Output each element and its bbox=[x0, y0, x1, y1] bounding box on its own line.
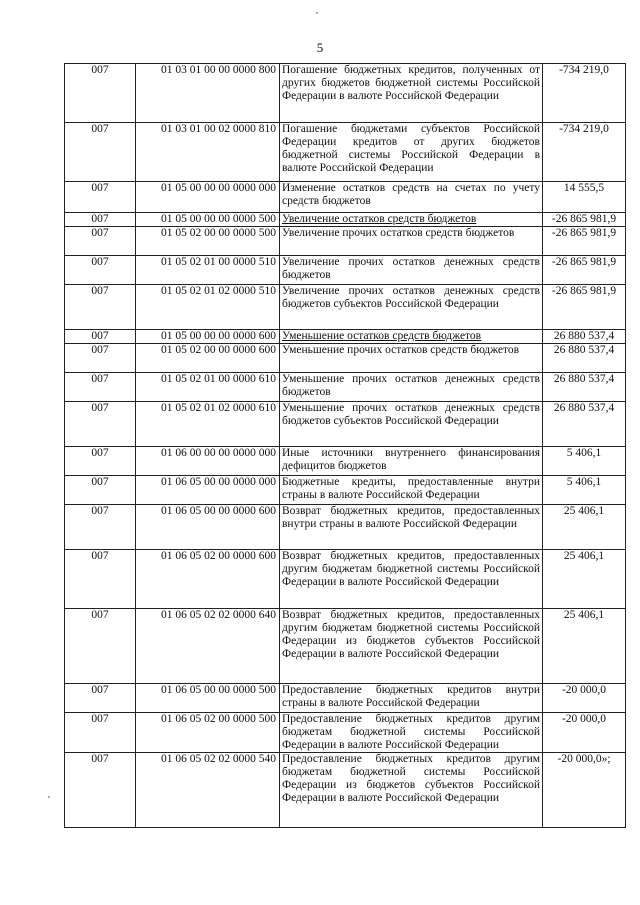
description-text: Увеличение прочих остатков средств бюджетов bbox=[282, 227, 515, 239]
admin-code-text: 007 bbox=[91, 402, 109, 414]
table-row bbox=[65, 285, 626, 330]
amount-text: 14 555,5 bbox=[563, 182, 605, 194]
description-cell bbox=[280, 713, 543, 753]
scan-speck bbox=[48, 796, 50, 798]
admin-code-text: 007 bbox=[91, 476, 109, 488]
table-row bbox=[65, 256, 626, 285]
description-text: Возврат бюджетных кредитов, предоставленных другим бюджетам бюджетной системы Российской Федерации в валюте Российской Федерации bbox=[282, 550, 540, 588]
description-cell bbox=[280, 213, 543, 227]
admin-code-cell bbox=[65, 753, 136, 828]
description-text: Изменение остатков средств на счетах по учету средств бюджетов bbox=[282, 182, 540, 207]
admin-code-cell bbox=[65, 64, 136, 123]
table-row bbox=[65, 476, 626, 505]
table-row bbox=[65, 64, 626, 123]
amount-cell bbox=[543, 182, 626, 213]
admin-code-text: 007 bbox=[91, 753, 109, 765]
table-row bbox=[65, 182, 626, 213]
classification-code-cell bbox=[136, 227, 280, 256]
classification-code-text: 01 06 05 00 00 0000 000 bbox=[161, 476, 276, 488]
classification-code-text: 01 06 05 02 00 0000 500 bbox=[161, 713, 276, 725]
admin-code-text: 007 bbox=[91, 64, 109, 76]
admin-code-cell bbox=[65, 609, 136, 684]
classification-code-cell bbox=[136, 447, 280, 476]
description-cell bbox=[280, 373, 543, 402]
amount-cell bbox=[543, 609, 626, 684]
admin-code-cell bbox=[65, 256, 136, 285]
classification-code-text: 01 06 05 02 02 0000 540 bbox=[161, 753, 276, 765]
classification-code-cell bbox=[136, 713, 280, 753]
description-cell bbox=[280, 476, 543, 505]
table-row bbox=[65, 447, 626, 476]
description-cell bbox=[280, 447, 543, 476]
amount-text: -26 865 981,9 bbox=[551, 213, 617, 225]
description-text: Уменьшение прочих остатков денежных средств бюджетов субъектов Российской Федерации bbox=[282, 402, 540, 427]
description-text: Уменьшение прочих остатков средств бюджетов bbox=[282, 344, 520, 356]
amount-text: 25 406,1 bbox=[563, 609, 605, 621]
classification-code-cell bbox=[136, 684, 280, 713]
amount-text: -734 219,0 bbox=[559, 64, 609, 76]
amount-text: 5 406,1 bbox=[566, 476, 602, 488]
amount-cell bbox=[543, 713, 626, 753]
classification-code-cell bbox=[136, 550, 280, 609]
description-cell bbox=[280, 344, 543, 373]
classification-code-cell bbox=[136, 505, 280, 550]
table-row bbox=[65, 713, 626, 753]
admin-code-cell bbox=[65, 330, 136, 344]
description-cell bbox=[280, 227, 543, 256]
amount-cell bbox=[543, 256, 626, 285]
admin-code-cell bbox=[65, 285, 136, 330]
classification-code-text: 01 06 05 00 00 0000 500 bbox=[161, 684, 276, 696]
admin-code-text: 007 bbox=[91, 550, 109, 562]
description-text: Предоставление бюджетных кредитов внутри страны в валюте Российской Федерации bbox=[282, 684, 540, 709]
amount-cell bbox=[543, 285, 626, 330]
table-row bbox=[65, 373, 626, 402]
description-cell bbox=[280, 330, 543, 344]
page-number: 5 bbox=[316, 40, 324, 55]
amount-cell bbox=[543, 344, 626, 373]
amount-cell bbox=[543, 447, 626, 476]
amount-text: -26 865 981,9 bbox=[551, 256, 617, 268]
classification-code-text: 01 06 00 00 00 0000 000 bbox=[161, 447, 276, 459]
admin-code-text: 007 bbox=[91, 447, 109, 459]
classification-code-text: 01 05 00 00 00 0000 500 bbox=[161, 213, 276, 225]
admin-code-cell bbox=[65, 373, 136, 402]
amount-text: 25 406,1 bbox=[563, 505, 605, 517]
description-text: Увеличение остатков средств бюджетов bbox=[282, 213, 477, 225]
table-body bbox=[65, 64, 626, 828]
classification-code-cell bbox=[136, 285, 280, 330]
admin-code-text: 007 bbox=[91, 713, 109, 725]
description-cell bbox=[280, 123, 543, 182]
amount-cell bbox=[543, 476, 626, 505]
amount-text: -734 219,0 bbox=[559, 123, 609, 135]
description-cell bbox=[280, 609, 543, 684]
classification-code-text: 01 03 01 00 02 0000 810 bbox=[161, 123, 276, 135]
admin-code-text: 007 bbox=[91, 182, 109, 194]
description-text: Погашение бюджетных кредитов, полученных от других бюджетов бюджетной системы Российской Федерации в валюте Российской Федерации bbox=[282, 64, 540, 102]
classification-code-cell bbox=[136, 344, 280, 373]
classification-code-cell bbox=[136, 213, 280, 227]
classification-code-text: 01 05 02 01 02 0000 610 bbox=[161, 402, 276, 414]
amount-cell bbox=[543, 753, 626, 828]
admin-code-text: 007 bbox=[91, 609, 109, 621]
classification-code-text: 01 03 01 00 00 0000 800 bbox=[161, 64, 276, 76]
amount-cell bbox=[543, 402, 626, 447]
classification-code-cell bbox=[136, 373, 280, 402]
amount-text: -20 000,0 bbox=[561, 684, 607, 696]
amount-text: -20 000,0 bbox=[561, 713, 607, 725]
admin-code-text: 007 bbox=[91, 684, 109, 696]
amount-cell bbox=[543, 227, 626, 256]
description-text: Уменьшение прочих остатков денежных средств бюджетов bbox=[282, 373, 540, 398]
classification-code-cell bbox=[136, 753, 280, 828]
classification-code-text: 01 05 02 01 00 0000 610 bbox=[161, 373, 276, 385]
table-row bbox=[65, 684, 626, 713]
classification-code-cell bbox=[136, 64, 280, 123]
admin-code-text: 007 bbox=[91, 123, 109, 135]
classification-code-text: 01 05 02 01 02 0000 510 bbox=[161, 285, 276, 297]
description-cell bbox=[280, 256, 543, 285]
classification-code-cell bbox=[136, 123, 280, 182]
classification-code-cell bbox=[136, 182, 280, 213]
table-row bbox=[65, 344, 626, 373]
admin-code-cell bbox=[65, 344, 136, 373]
admin-code-text: 007 bbox=[91, 373, 109, 385]
amount-cell bbox=[543, 550, 626, 609]
description-text: Бюджетные кредиты, предоставленные внутри страны в валюте Российской Федерации bbox=[282, 476, 540, 501]
amount-text: -20 000,0»; bbox=[557, 753, 611, 765]
description-cell bbox=[280, 285, 543, 330]
amount-cell bbox=[543, 505, 626, 550]
classification-code-text: 01 05 02 01 00 0000 510 bbox=[161, 256, 276, 268]
description-text: Увеличение прочих остатков денежных средств бюджетов bbox=[282, 256, 540, 281]
description-cell bbox=[280, 550, 543, 609]
description-text: Возврат бюджетных кредитов, предоставленных другим бюджетам бюджетной системы Российской Федерации из бюджетов субъектов Российской Федерации в валюте Российской Федерации bbox=[282, 609, 540, 660]
description-cell bbox=[280, 684, 543, 713]
amount-text: -26 865 981,9 bbox=[551, 227, 617, 239]
admin-code-text: 007 bbox=[91, 227, 109, 239]
amount-cell bbox=[543, 123, 626, 182]
admin-code-text: 007 bbox=[91, 330, 109, 342]
amount-text: -26 865 981,9 bbox=[551, 285, 617, 297]
table-row bbox=[65, 609, 626, 684]
amount-text: 26 880 537,4 bbox=[553, 402, 615, 414]
scan-speck bbox=[316, 12, 318, 14]
admin-code-text: 007 bbox=[91, 344, 109, 356]
admin-code-text: 007 bbox=[91, 285, 109, 297]
description-text: Иные источники внутреннего финансирования дефицитов бюджетов bbox=[282, 447, 540, 472]
description-text: Увеличение прочих остатков денежных средств бюджетов субъектов Российской Федерации bbox=[282, 285, 540, 310]
amount-text: 26 880 537,4 bbox=[553, 344, 615, 356]
classification-code-cell bbox=[136, 609, 280, 684]
admin-code-text: 007 bbox=[91, 213, 109, 225]
amount-text: 26 880 537,4 bbox=[553, 373, 615, 385]
classification-code-text: 01 05 00 00 00 0000 000 bbox=[161, 182, 276, 194]
classification-code-cell bbox=[136, 330, 280, 344]
amount-text: 25 406,1 bbox=[563, 550, 605, 562]
admin-code-cell bbox=[65, 505, 136, 550]
classification-code-text: 01 06 05 02 00 0000 600 bbox=[161, 550, 276, 562]
table-row bbox=[65, 550, 626, 609]
admin-code-cell bbox=[65, 227, 136, 256]
budget-sources-table bbox=[64, 63, 626, 828]
classification-code-text: 01 05 02 00 00 0000 500 bbox=[161, 227, 276, 239]
classification-code-cell bbox=[136, 402, 280, 447]
classification-code-cell bbox=[136, 476, 280, 505]
description-cell bbox=[280, 505, 543, 550]
table-row bbox=[65, 330, 626, 344]
description-cell bbox=[280, 753, 543, 828]
admin-code-cell bbox=[65, 182, 136, 213]
admin-code-cell bbox=[65, 447, 136, 476]
admin-code-cell bbox=[65, 402, 136, 447]
description-text: Предоставление бюджетных кредитов другим бюджетам бюджетной системы Российской Федерации в валюте Российской Федерации bbox=[282, 713, 540, 751]
description-cell bbox=[280, 402, 543, 447]
amount-cell bbox=[543, 684, 626, 713]
admin-code-cell bbox=[65, 550, 136, 609]
classification-code-text: 01 05 00 00 00 0000 600 bbox=[161, 330, 276, 342]
amount-cell bbox=[543, 64, 626, 123]
amount-cell bbox=[543, 373, 626, 402]
admin-code-cell bbox=[65, 476, 136, 505]
description-cell bbox=[280, 64, 543, 123]
description-text: Погашение бюджетами субъектов Российской Федерации кредитов от других бюджетов бюджетной системы Российской Федерации в валюте Российской Федерации bbox=[282, 123, 540, 174]
table-row bbox=[65, 123, 626, 182]
admin-code-cell bbox=[65, 713, 136, 753]
description-cell bbox=[280, 182, 543, 213]
classification-code-text: 01 06 05 00 00 0000 600 bbox=[161, 505, 276, 517]
description-text: Возврат бюджетных кредитов, предоставленных внутри страны в валюте Российской Федерации bbox=[282, 505, 540, 530]
amount-text: 5 406,1 bbox=[566, 447, 602, 459]
table-row bbox=[65, 213, 626, 227]
amount-text: 26 880 537,4 bbox=[553, 330, 615, 342]
description-text: Уменьшение остатков средств бюджетов bbox=[282, 330, 482, 342]
table-row bbox=[65, 402, 626, 447]
table-row bbox=[65, 753, 626, 828]
classification-code-text: 01 05 02 00 00 0000 600 bbox=[161, 344, 276, 356]
admin-code-cell bbox=[65, 123, 136, 182]
classification-code-text: 01 06 05 02 02 0000 640 bbox=[161, 609, 276, 621]
amount-cell bbox=[543, 213, 626, 227]
table-row bbox=[65, 505, 626, 550]
amount-cell bbox=[543, 330, 626, 344]
admin-code-text: 007 bbox=[91, 505, 109, 517]
classification-code-cell bbox=[136, 256, 280, 285]
admin-code-text: 007 bbox=[91, 256, 109, 268]
admin-code-cell bbox=[65, 213, 136, 227]
description-text: Предоставление бюджетных кредитов другим бюджетам бюджетной системы Российской Федерации из бюджетов субъектов Российской Федерации в валюте Российской Федерации bbox=[282, 753, 540, 804]
table-row bbox=[65, 227, 626, 256]
admin-code-cell bbox=[65, 684, 136, 713]
